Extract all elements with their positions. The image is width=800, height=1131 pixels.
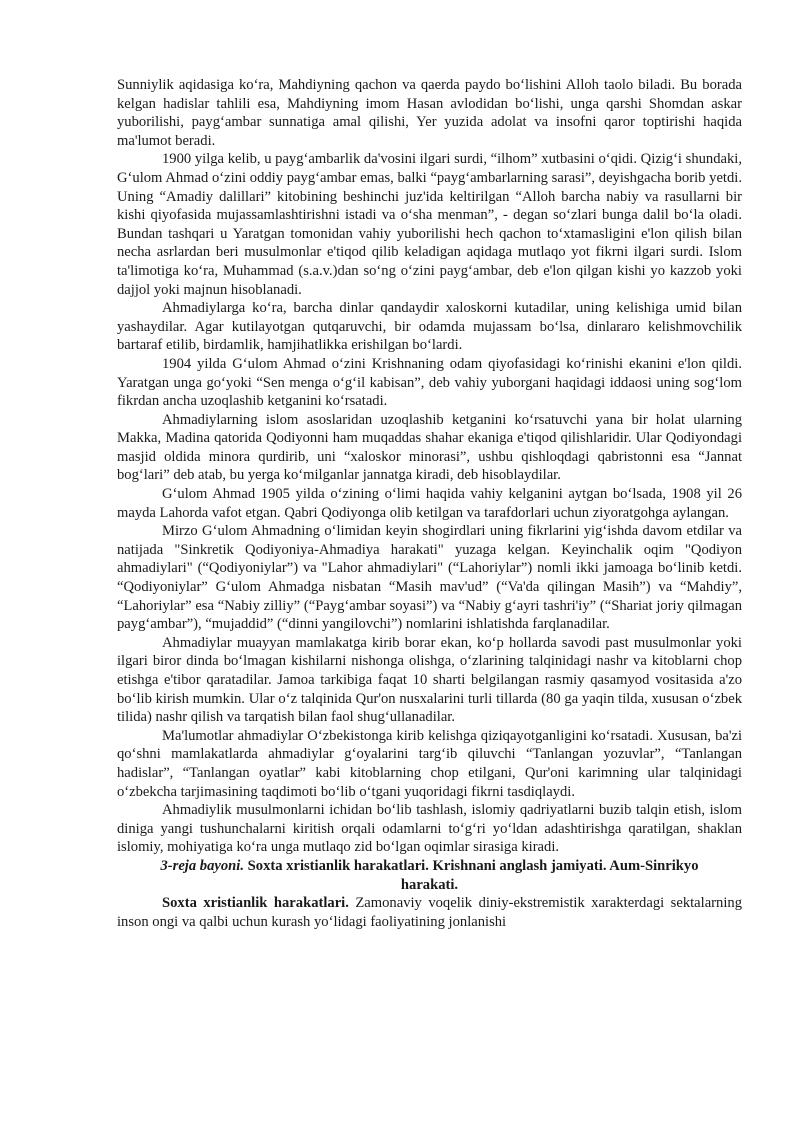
paragraph-8: Ahmadiylar muayyan mamlakatga kirib borar ekan, ko‘p hollarda savodi past musulmonlar yoki ilgari biror dinda bo‘lmagan kishilarni nishonga olishga, o‘zlarining talqinidagi nashr va kitoblarni chop etishga e'tibor qaratadilar. Jamoa tarkibiga faqat 10 sharti belgilangan rasmiy qasamyod vositasida a'zo bo‘lib kirish mumkin. Ular o‘z talqinida Qur'on nusxalarini turli tillarda (80 ga yaqin tilda, xususan o‘zbek tilida) nashr qilish va tarqatish bilan faol shug‘ullanadilar. (117, 634, 742, 726)
paragraph-4: 1904 yilda G‘ulom Ahmad o‘zini Krishnaning odam qiyofasidagi ko‘rinishi ekanini e'lon qildi. Yaratgan unga go‘yoki “Sen menga o‘g‘il kabisan”, deb vahiy yuborgani haqidagi iddaosi uning sog‘lom fikrdan ancha uzoqlashib ketganini ko‘rsatadi. (117, 355, 742, 410)
section-heading (117, 857, 742, 894)
paragraph-last (117, 894, 742, 931)
paragraph-10: Ahmadiylik musulmonlarni ichidan bo‘lib tashlash, islomiy qadriyatlarni buzib talqin etish, islom diniga yangi tushunchalarni kiritish orqali odamlarni to‘g‘ri yo‘ldan adashtirishga qaratilgan, shaklan islomiy, mohiyatiga ko‘ra unga mutlaqo zid bo‘lgan oqimlar sirasiga kiradi. (117, 802, 742, 856)
paragraph-3: Ahmadiylarga ko‘ra, barcha dinlar qandaydir xaloskorni kutadilar, uning kelishiga umid bilan yashaydilar. Agar kutilayotgan qutqaruvchi, bir odamda mujassam bo‘lsa, dinlararo kelishmovchilik bartaraf etilib, birdamlik, hamjihatlikka erishilgan bo‘lardi. (117, 300, 742, 354)
paragraph-6: G‘ulom Ahmad 1905 yilda o‘zining o‘limi haqida vahiy kelganini aytgan bo‘lsada, 1908 yil 26 mayda Lahorda vafot etgan. Qabri Qodiyonga olib ketilgan va tarafdorlari uchun ziyoratgohga aylangan. (117, 486, 742, 521)
paragraph-5: Ahmadiylarning islom asoslaridan uzoqlashib ketganini ko‘rsatuvchi yana bir holat ularning Makka, Madina qatorida Qodiyonni ham muqaddas shahar ekaniga e'tiqod qilishlaridir. Ular Qodiyondagi masjid oldida minora qurdirib, uni “xaloskor minorasi”, ushbu qishloqdagi qabristonni esa “Jannat bog‘lari” deb atab, bu yerga ko‘milganlar jannatga kiradi, deb hisoblaydilar. (117, 411, 742, 484)
paragraph-2: 1900 yilga kelib, u payg‘ambarlik da'vosini ilgari surdi, “ilhom” xutbasini o‘qidi. Qizig‘i shundaki, G‘ulom Ahmad o‘zini oddiy payg‘ambar emas, balki “payg‘ambarlarning sarasi”, deyishgacha borib yetdi. Uning “Amadiy dalillari” kitobining beshinchi juz'ida keltirilgan “Alloh barcha nabiy va rasullarni bir kishi qiyofasida mujassamlashtirishni istadi va o‘sha menman”, - degan so‘zlari bunga dalil bo‘la oladi. Bundan tashqari u Yaratgan tomonidan vahiy yuborilishi hech qachon to‘xtamasligini e'lon qilish bilan necha asrlardan beri musulmonlar e'tiqod qilib keladigan aqidaga mutlaqo yot fikrni ilgari surdi. Islom ta'limotiga ko‘ra, Muhammad (s.a.v.)dan so‘ng o‘zini payg‘ambar, deb e'lon qilgan kishi yo kazzob yoki dajjol yoki majnun hisoblanadi. (117, 151, 742, 298)
paragraph-7: Mirzo G‘ulom Ahmadning o‘limidan keyin shogirdlari uning fikrlarini yig‘ishda davom etdilar va natijada "Sinkretik Qodiyoniya-Ahmadiya harakati" yuzaga kelgan. Keyinchalik oqim "Qodiyon ahmadiylari" (“Qodiyoniylar”) va "Lahor ahmadiylari" (“Lahoriylar”) nomli ikki jamoaga bo‘linib ketdi. “Qodiyoniylar” G‘ulom Ahmadga nisbatan “Masih mav'ud” (“Va'da qilingan Masih”) va “Mahdiy”, “Lahoriylar” esa “Nabiy zilliy” (“Payg‘ambar soyasi”) va “Nabiy g‘ayri tashri'iy” (“Shariat joriy qilmagan payg‘ambar”), “mujaddid” (“dinni yangilovchi”) nomlarini ishlatishda farqlanadilar. (117, 523, 742, 633)
paragraph-last-text: Zamonaviy voqelik diniy-ekstremistik xarakterdagi sektalarning inson ongi va qalbi uchun kurash yo‘lidagi faoliyatining jonlanishi (117, 895, 742, 930)
section-heading-title: Soxta xristianlik harakatlari. Krishnani anglash jamiyati. Aum-Sinrikyo harakati. (247, 857, 699, 893)
paragraph-9: Ma'lumotlar ahmadiylar O‘zbekistonga kirib kelishga qiziqayotganligini ko‘rsatadi. Xususan, ba'zi qo‘shni mamlakatlarda ahmadiylar g‘oyalarini targ‘ib qiluvchi “Tanlangan yozuvlar”, “Tanlangan hadislar”, “Tanlangan oyatlar” kabi kitoblarning chop etilgani, Qur'oni karimning ular talqinidagi o‘zbekcha tarjimasining taqdimoti bo‘lib o‘tgani yuqoridagi fikrni tasdiqlaydi. (117, 727, 742, 800)
paragraph-last-lead: Soxta xristianlik harakatlari. (162, 895, 349, 912)
paragraph-1: Sunniylik aqidasiga ko‘ra, Mahdiyning qachon va qaerda paydo bo‘lishini Alloh taolo biladi. Bu borada kelgan hadislar tahlili esa, Mahdiyning imom Hasan avlodidan bo‘lishi, unga qarshi Shomdan askar yuborilishi, payg‘ambar sunnatiga amal qilishi, Yer yuzida adolat va insofni qaror toptirishi haqida ma'lumot beradi. (117, 77, 742, 149)
section-heading-label: 3-reja bayoni. (160, 857, 244, 874)
document-page (117, 76, 742, 931)
